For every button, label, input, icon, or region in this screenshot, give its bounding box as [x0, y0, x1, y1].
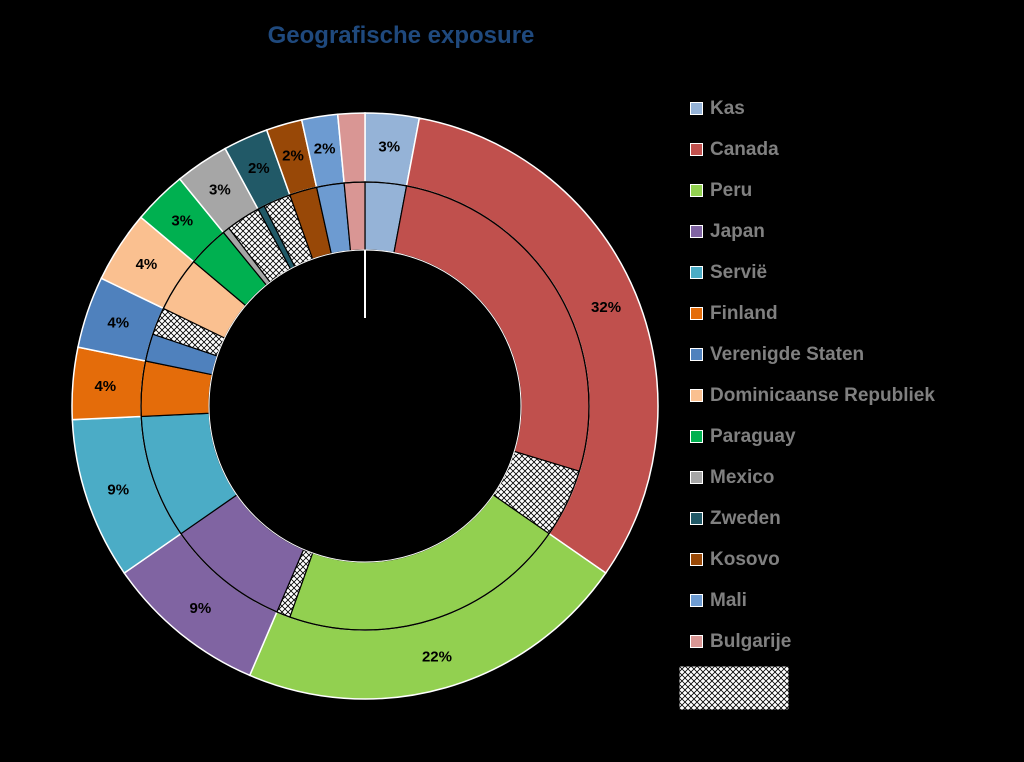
- legend-item-paraguay: [690, 416, 1010, 457]
- legend-label-kas: Kas: [710, 97, 745, 119]
- legend-item-servie: [690, 252, 1010, 293]
- data-label-kosovo: 2%: [282, 147, 304, 165]
- legend-item-japan: [690, 211, 1010, 252]
- data-label-japan: 9%: [189, 599, 212, 617]
- legend-label-dominicaanse-republiek: Dominicaanse Republiek: [710, 384, 935, 406]
- legend-swatch-paraguay: [690, 430, 703, 443]
- data-label-dominicaanse-republiek: 4%: [135, 256, 158, 274]
- legend-label-peru: Peru: [710, 179, 753, 201]
- legend-label-finland: Finland: [710, 302, 778, 324]
- legend-item-verenigde-staten: [690, 334, 1010, 375]
- legend-swatch-zweden: [690, 512, 703, 525]
- legend-item-dominicaanse-republiek: [690, 375, 1010, 416]
- legend-label-zweden: Zweden: [710, 507, 781, 529]
- legend-item-peru: [690, 170, 1010, 211]
- legend-swatch-mexico: [690, 471, 703, 484]
- data-label-verenigde-staten: 4%: [107, 314, 130, 332]
- legend-label-verenigde-staten: Verenigde Staten: [710, 343, 865, 365]
- legend-item-mexico: [690, 457, 1010, 498]
- data-label-mexico: 3%: [209, 181, 231, 199]
- legend-item-kosovo: [690, 539, 1010, 580]
- legend-hatch-swatch: [679, 666, 789, 710]
- legend-swatch-kas: [690, 102, 703, 115]
- data-label-peru: 22%: [421, 648, 452, 666]
- data-label-zweden: 2%: [247, 160, 270, 178]
- legend-item-canada: [690, 129, 1010, 170]
- legend-label-mali: Mali: [710, 589, 747, 611]
- chart-title: Geografische exposure: [267, 22, 535, 49]
- data-label-canada: 32%: [591, 299, 622, 317]
- legend-label-servie: Servië: [710, 261, 768, 283]
- data-label-paraguay: 3%: [171, 212, 194, 230]
- legend-label-paraguay: Paraguay: [710, 425, 796, 447]
- legend-label-mexico: Mexico: [710, 466, 775, 488]
- legend-label-canada: Canada: [710, 138, 779, 160]
- legend-item-bulgarije: [690, 621, 1010, 662]
- data-label-finland: 4%: [94, 377, 117, 395]
- legend-swatch-servie: [690, 266, 703, 279]
- legend-swatch-mali: [690, 594, 703, 607]
- legend-item-kas: [690, 88, 1010, 129]
- data-label-kas: 3%: [378, 138, 401, 156]
- legend-item-finland: [690, 293, 1010, 334]
- legend-label-kosovo: Kosovo: [710, 548, 780, 570]
- legend-swatch-japan: [690, 225, 703, 238]
- legend-swatch-dominicaanse-republiek: [690, 389, 703, 402]
- legend-swatch-canada: [690, 143, 703, 156]
- legend-swatch-finland: [690, 307, 703, 320]
- legend-label-bulgarije: Bulgarije: [710, 630, 792, 652]
- data-label-servie: 9%: [107, 481, 130, 499]
- legend-swatch-verenigde-staten: [690, 348, 703, 361]
- legend-label-japan: Japan: [710, 220, 765, 242]
- data-label-mali: 2%: [313, 140, 336, 158]
- legend-swatch-bulgarije: [690, 635, 703, 648]
- legend: [690, 88, 1010, 662]
- legend-item-mali: [690, 580, 1010, 621]
- legend-swatch-peru: [690, 184, 703, 197]
- legend-swatch-kosovo: [690, 553, 703, 566]
- legend-item-zweden: [690, 498, 1010, 539]
